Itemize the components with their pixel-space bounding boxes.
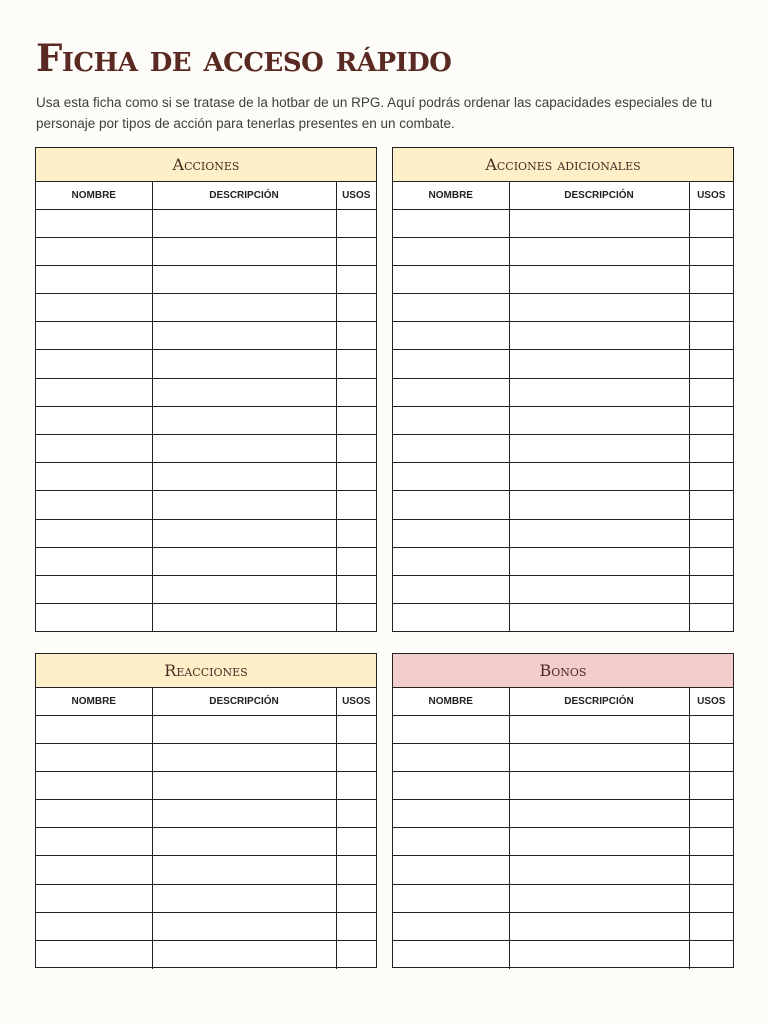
column-header-name: NOMBRE <box>36 688 152 715</box>
table-row <box>393 350 733 378</box>
description-cell[interactable] <box>509 856 689 884</box>
uses-cell[interactable] <box>689 743 733 771</box>
name-cell[interactable] <box>36 828 152 856</box>
table-row <box>393 912 733 940</box>
column-header-name: NOMBRE <box>36 182 152 209</box>
table-row <box>393 519 733 547</box>
name-cell[interactable] <box>36 322 152 350</box>
description-cell[interactable] <box>509 519 689 547</box>
description-cell[interactable] <box>152 378 336 406</box>
description-cell[interactable] <box>152 856 336 884</box>
acciones-table <box>35 147 377 632</box>
uses-cell[interactable] <box>336 519 376 547</box>
name-cell[interactable] <box>393 350 509 378</box>
uses-cell[interactable] <box>689 378 733 406</box>
name-cell[interactable] <box>393 209 509 237</box>
name-cell[interactable] <box>393 435 509 463</box>
uses-cell[interactable] <box>689 322 733 350</box>
name-cell[interactable] <box>36 294 152 322</box>
name-cell[interactable] <box>393 856 509 884</box>
uses-cell[interactable] <box>336 435 376 463</box>
description-cell[interactable] <box>152 715 336 743</box>
acciones-grid <box>36 182 376 632</box>
column-header-name: NOMBRE <box>393 688 509 715</box>
description-cell[interactable] <box>509 912 689 940</box>
table-row <box>393 209 733 237</box>
uses-cell[interactable] <box>689 941 733 969</box>
table-row <box>393 322 733 350</box>
uses-cell[interactable] <box>336 265 376 293</box>
uses-cell[interactable] <box>336 800 376 828</box>
uses-cell[interactable] <box>336 771 376 799</box>
table-row <box>393 800 733 828</box>
table-row <box>36 828 376 856</box>
description-cell[interactable] <box>509 463 689 491</box>
uses-cell[interactable] <box>689 912 733 940</box>
uses-cell[interactable] <box>689 435 733 463</box>
name-cell[interactable] <box>393 884 509 912</box>
name-cell[interactable] <box>36 743 152 771</box>
name-cell[interactable] <box>36 856 152 884</box>
uses-cell[interactable] <box>689 604 733 632</box>
description-cell[interactable] <box>152 941 336 969</box>
description-cell[interactable] <box>152 547 336 575</box>
name-cell[interactable] <box>393 547 509 575</box>
name-cell[interactable] <box>36 463 152 491</box>
table-row <box>36 435 376 463</box>
column-header-description: DESCRIPCIÓN <box>152 688 336 715</box>
uses-cell[interactable] <box>689 800 733 828</box>
table-row <box>36 743 376 771</box>
table-row <box>36 237 376 265</box>
table-row <box>36 604 376 632</box>
description-cell[interactable] <box>152 237 336 265</box>
description-cell[interactable] <box>152 209 336 237</box>
uses-cell[interactable] <box>689 884 733 912</box>
name-cell[interactable] <box>36 237 152 265</box>
table-row <box>393 265 733 293</box>
description-cell[interactable] <box>152 350 336 378</box>
name-cell[interactable] <box>36 575 152 603</box>
name-cell[interactable] <box>393 237 509 265</box>
table-row <box>36 547 376 575</box>
name-cell[interactable] <box>36 912 152 940</box>
uses-cell[interactable] <box>336 941 376 969</box>
uses-cell[interactable] <box>689 771 733 799</box>
acciones-adicionales-grid <box>393 182 733 632</box>
table-row <box>393 771 733 799</box>
description-cell[interactable] <box>509 209 689 237</box>
name-cell[interactable] <box>393 463 509 491</box>
table-row <box>36 912 376 940</box>
description-cell[interactable] <box>152 435 336 463</box>
name-cell[interactable] <box>36 265 152 293</box>
uses-cell[interactable] <box>336 350 376 378</box>
column-header-uses: USOS <box>336 182 376 209</box>
name-cell[interactable] <box>393 322 509 350</box>
description-cell[interactable] <box>152 322 336 350</box>
uses-cell[interactable] <box>689 406 733 434</box>
description-cell[interactable] <box>509 406 689 434</box>
table-row <box>393 604 733 632</box>
description-cell[interactable] <box>509 491 689 519</box>
description-cell[interactable] <box>509 322 689 350</box>
table-row <box>36 463 376 491</box>
name-cell[interactable] <box>393 575 509 603</box>
description-cell[interactable] <box>152 491 336 519</box>
column-header-description: DESCRIPCIÓN <box>152 182 336 209</box>
description-cell[interactable] <box>152 771 336 799</box>
description-cell[interactable] <box>152 884 336 912</box>
name-cell[interactable] <box>36 800 152 828</box>
column-header-uses: USOS <box>336 688 376 715</box>
name-cell[interactable] <box>36 378 152 406</box>
table-row <box>36 519 376 547</box>
name-cell[interactable] <box>393 743 509 771</box>
name-cell[interactable] <box>36 519 152 547</box>
description-cell[interactable] <box>509 378 689 406</box>
name-cell[interactable] <box>393 715 509 743</box>
table-row <box>36 884 376 912</box>
name-cell[interactable] <box>36 209 152 237</box>
name-cell[interactable] <box>36 491 152 519</box>
uses-cell[interactable] <box>336 856 376 884</box>
uses-cell[interactable] <box>689 237 733 265</box>
table-row <box>393 435 733 463</box>
description-cell[interactable] <box>509 547 689 575</box>
uses-cell[interactable] <box>336 884 376 912</box>
name-cell[interactable] <box>393 265 509 293</box>
description-cell[interactable] <box>509 771 689 799</box>
table-row <box>36 265 376 293</box>
table-row <box>393 294 733 322</box>
uses-cell[interactable] <box>689 491 733 519</box>
table-row <box>36 294 376 322</box>
table-row <box>393 828 733 856</box>
name-cell[interactable] <box>393 604 509 632</box>
description-cell[interactable] <box>509 604 689 632</box>
table-row <box>393 378 733 406</box>
uses-cell[interactable] <box>336 715 376 743</box>
column-header-description: DESCRIPCIÓN <box>509 688 689 715</box>
uses-cell[interactable] <box>689 547 733 575</box>
uses-cell[interactable] <box>336 378 376 406</box>
description-cell[interactable] <box>152 743 336 771</box>
name-cell[interactable] <box>36 350 152 378</box>
table-row <box>36 856 376 884</box>
description-cell[interactable] <box>152 265 336 293</box>
name-cell[interactable] <box>36 547 152 575</box>
name-cell[interactable] <box>36 771 152 799</box>
table-row <box>36 575 376 603</box>
name-cell[interactable] <box>393 406 509 434</box>
uses-cell[interactable] <box>336 406 376 434</box>
table-row <box>393 856 733 884</box>
uses-cell[interactable] <box>336 322 376 350</box>
table-row <box>393 463 733 491</box>
column-header-uses: USOS <box>689 688 733 715</box>
description-cell[interactable] <box>152 294 336 322</box>
table-row <box>393 491 733 519</box>
table-row <box>393 547 733 575</box>
table-row <box>393 941 733 969</box>
name-cell[interactable] <box>393 912 509 940</box>
name-cell[interactable] <box>393 828 509 856</box>
description-cell[interactable] <box>152 828 336 856</box>
table-row <box>36 322 376 350</box>
table-row <box>393 743 733 771</box>
table-row <box>36 378 376 406</box>
uses-cell[interactable] <box>336 604 376 632</box>
name-cell[interactable] <box>36 406 152 434</box>
table-row <box>393 575 733 603</box>
description-cell[interactable] <box>152 800 336 828</box>
uses-cell[interactable] <box>336 575 376 603</box>
uses-cell[interactable] <box>689 294 733 322</box>
uses-cell[interactable] <box>689 828 733 856</box>
description-cell[interactable] <box>509 265 689 293</box>
uses-cell[interactable] <box>336 743 376 771</box>
description-cell[interactable] <box>509 294 689 322</box>
column-header-description: DESCRIPCIÓN <box>509 182 689 209</box>
table-row <box>36 406 376 434</box>
table-row <box>36 350 376 378</box>
description-cell[interactable] <box>152 604 336 632</box>
table-row <box>36 209 376 237</box>
uses-cell[interactable] <box>336 547 376 575</box>
uses-cell[interactable] <box>689 265 733 293</box>
table-row <box>36 771 376 799</box>
uses-cell[interactable] <box>689 463 733 491</box>
uses-cell[interactable] <box>689 856 733 884</box>
uses-cell[interactable] <box>689 519 733 547</box>
page-title: Ficha de acceso rápido <box>36 36 452 80</box>
uses-cell[interactable] <box>336 463 376 491</box>
description-cell[interactable] <box>509 941 689 969</box>
name-cell[interactable] <box>393 771 509 799</box>
description-cell[interactable] <box>509 575 689 603</box>
name-cell[interactable] <box>393 519 509 547</box>
description-cell[interactable] <box>509 237 689 265</box>
table-row <box>393 406 733 434</box>
table-row <box>36 800 376 828</box>
intro-text: Usa esta ficha como si se tratase de la hotbar de un RPG. Aquí podrás ordenar las capacidades especiales de tu personaje por tipos de acción para tenerlas presentes en un combate. <box>36 95 713 131</box>
description-cell[interactable] <box>152 519 336 547</box>
uses-cell[interactable] <box>336 912 376 940</box>
description-cell[interactable] <box>509 715 689 743</box>
uses-cell[interactable] <box>336 237 376 265</box>
name-cell[interactable] <box>393 941 509 969</box>
reacciones-table <box>35 653 377 968</box>
description-cell[interactable] <box>152 463 336 491</box>
name-cell[interactable] <box>393 800 509 828</box>
uses-cell[interactable] <box>336 828 376 856</box>
description-cell[interactable] <box>152 406 336 434</box>
description-cell[interactable] <box>509 884 689 912</box>
table-row <box>36 715 376 743</box>
table-row <box>393 884 733 912</box>
uses-cell[interactable] <box>689 715 733 743</box>
uses-cell[interactable] <box>336 209 376 237</box>
reacciones-grid <box>36 688 376 969</box>
bonos-table <box>392 653 734 968</box>
uses-cell[interactable] <box>689 209 733 237</box>
description-cell[interactable] <box>509 743 689 771</box>
bonos-grid <box>393 688 733 969</box>
uses-cell[interactable] <box>336 491 376 519</box>
description-cell[interactable] <box>509 828 689 856</box>
name-cell[interactable] <box>36 941 152 969</box>
uses-cell[interactable] <box>689 575 733 603</box>
acciones-header: Acciones <box>36 148 376 182</box>
table-row <box>36 941 376 969</box>
column-header-name: NOMBRE <box>393 182 509 209</box>
table-row <box>36 491 376 519</box>
reacciones-header: Reacciones <box>36 654 376 688</box>
description-cell[interactable] <box>509 350 689 378</box>
name-cell[interactable] <box>393 491 509 519</box>
bonos-header: Bonos <box>393 654 733 688</box>
acciones-adicionales-table <box>392 147 734 632</box>
acciones-adicionales-header: Acciones adicionales <box>393 148 733 182</box>
description-cell[interactable] <box>509 435 689 463</box>
name-cell[interactable] <box>393 294 509 322</box>
column-header-uses: USOS <box>689 182 733 209</box>
uses-cell[interactable] <box>336 294 376 322</box>
name-cell[interactable] <box>36 435 152 463</box>
name-cell[interactable] <box>393 378 509 406</box>
uses-cell[interactable] <box>689 350 733 378</box>
table-row <box>393 715 733 743</box>
name-cell[interactable] <box>36 604 152 632</box>
description-cell[interactable] <box>152 912 336 940</box>
name-cell[interactable] <box>36 715 152 743</box>
name-cell[interactable] <box>36 884 152 912</box>
table-row <box>393 237 733 265</box>
description-cell[interactable] <box>509 800 689 828</box>
description-cell[interactable] <box>152 575 336 603</box>
